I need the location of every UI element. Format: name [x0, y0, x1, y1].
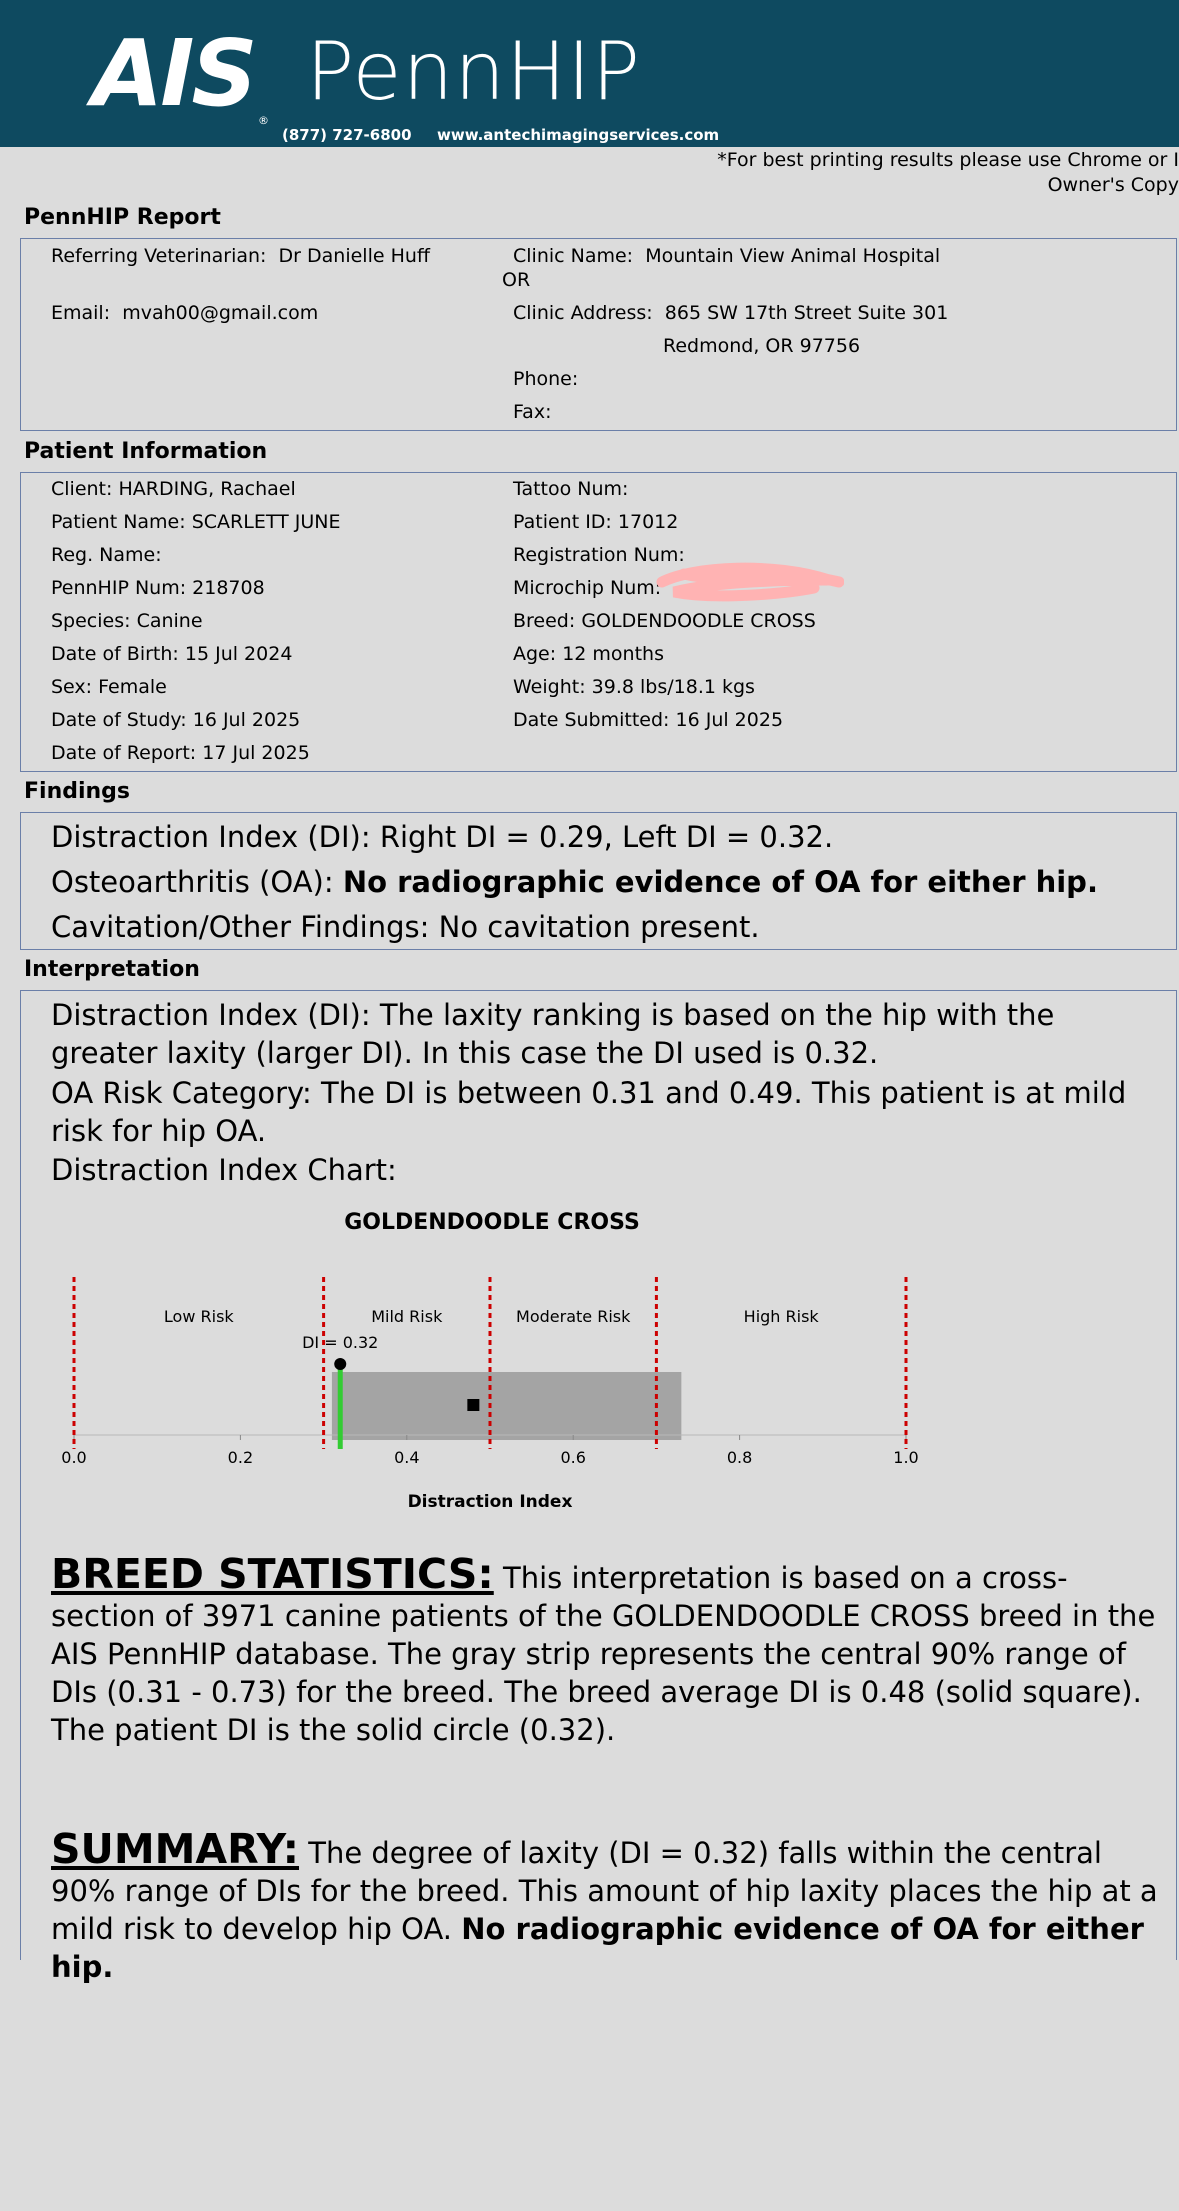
x-tick-label-4: 0.8 [726, 1448, 753, 1467]
patient-name-label: Patient Name: [51, 511, 186, 533]
client-field [51, 478, 296, 500]
breed-label: Breed: [513, 610, 576, 632]
chart-x-axis-label: Distraction Index [407, 1492, 573, 1512]
patient-section-title: Patient Information [24, 439, 268, 464]
submitted-date-label: Date Submitted: [513, 709, 670, 731]
chart-caption: Distraction Index Chart: [51, 1153, 397, 1187]
patient-box [20, 472, 1177, 772]
client-label: Client: [51, 478, 113, 500]
summary-text: The degree of laxity (DI = 0.32) falls within the central 90% range of DIs for the breed. This amount of hip laxity places the hip at a mild risk to develop hip OA. [51, 1836, 1158, 1946]
clinic-name-value: Mountain View Animal Hospital [645, 245, 941, 267]
sex-label: Sex: [51, 676, 93, 698]
breed-average-marker [467, 1399, 479, 1411]
x-tick-label-3: 0.6 [560, 1448, 586, 1467]
patient-name-value: SCARLETT JUNE [191, 511, 341, 533]
breed-statistics-paragraph [51, 1550, 1161, 1749]
owner-copy-label: Owner's Copy [1047, 174, 1179, 196]
risk-zone-label-1: Mild Risk [371, 1307, 443, 1326]
report-box [20, 238, 1177, 431]
submitted-date-field [513, 709, 783, 731]
species-field [51, 610, 203, 632]
pennhip-num-field [51, 577, 265, 599]
age-label: Age: [513, 643, 557, 665]
patient-id-label: Patient ID: [513, 511, 612, 533]
email-value: mvah00@gmail.com [122, 302, 319, 324]
ais-logo: AIS [92, 20, 255, 127]
phone-label: Phone: [513, 368, 579, 390]
study-date-label: Date of Study: [51, 709, 187, 731]
findings-oa-label: Osteoarthritis (OA): [51, 865, 343, 899]
dob-label: Date of Birth: [51, 643, 179, 665]
breed-statistics-text: This interpretation is based on a cross-section of 3971 canine patients of the GOLDENDOODLE CROSS breed in the AIS PennHIP database. The gray strip represents the central 90% range of DIs (0.31 - 0.73) for the breed. The breed average DI is 0.48 (solid square). The patient DI is the solid circle (0.32). [51, 1561, 1156, 1747]
pennhip-logo: PennHIP [306, 25, 642, 118]
clinic-address-line1: 865 SW 17th Street Suite 301 [664, 302, 949, 324]
redaction-scribble [654, 560, 844, 610]
print-note: *For best printing results please use Chrome or I [717, 149, 1179, 171]
tattoo-field: Tattoo Num: [513, 478, 629, 500]
distraction-index-chart [40, 1195, 980, 1525]
email-field [51, 302, 318, 324]
dob-value: 15 Jul 2024 [184, 643, 293, 665]
header-banner [0, 0, 1179, 147]
interpretation-di-text: Distraction Index (DI): The laxity ranking is based on the hip with the greater laxity (larger DI). In this case the DI used is 0.32. [51, 998, 1055, 1070]
summary-heading: SUMMARY: [51, 1825, 300, 1873]
age-value: 12 months [562, 643, 664, 665]
sex-field [51, 676, 167, 698]
breed-field [513, 610, 816, 632]
report-date-label: Date of Report: [51, 742, 197, 764]
risk-zone-label-2: Moderate Risk [516, 1307, 631, 1326]
patient-di-marker [334, 1358, 346, 1370]
report-section-title: PennHIP Report [24, 205, 221, 230]
sex-value: Female [98, 676, 167, 698]
findings-di-line: Distraction Index (DI): Right DI = 0.29, Left DI = 0.32. [51, 820, 834, 854]
clinic-name-field [513, 245, 940, 267]
registered-mark: ® [258, 114, 269, 127]
x-tick-label-1: 0.2 [227, 1448, 254, 1467]
x-tick-label-0: 0.0 [61, 1448, 87, 1467]
fax-label: Fax: [513, 401, 552, 423]
clinic-address-field [513, 302, 948, 324]
breed-range-strip [332, 1372, 681, 1440]
risk-zone-label-0: Low Risk [163, 1307, 234, 1326]
age-field [513, 643, 664, 665]
ref-vet-value: Dr Danielle Huff [278, 245, 431, 267]
risk-zone-label-3: High Risk [743, 1307, 819, 1326]
x-tick-label-2: 0.4 [394, 1448, 420, 1467]
findings-section-title: Findings [24, 779, 131, 804]
summary-paragraph [51, 1825, 1161, 1986]
breed-value: GOLDENDOODLE CROSS [581, 610, 816, 632]
weight-field [513, 676, 755, 698]
findings-oa-line [51, 865, 1098, 899]
breed-statistics-heading: BREED STATISTICS: [51, 1550, 494, 1598]
patient-name-field [51, 511, 340, 533]
findings-oa-value: No radiographic evidence of OA for either hip. [342, 865, 1098, 899]
interpretation-oa-risk-text: OA Risk Category: The DI is between 0.31 and 0.49. This patient is at mild risk for hip OA. [51, 1076, 1127, 1148]
registration-field: Registration Num: [513, 544, 685, 566]
chart-title: GOLDENDOODLE CROSS [344, 1210, 640, 1235]
ref-vet-field [51, 245, 430, 267]
weight-value: 39.8 lbs/18.1 kgs [591, 676, 755, 698]
pennhip-num-label: PennHIP Num: [51, 577, 187, 599]
submitted-date-value: 16 Jul 2025 [675, 709, 784, 731]
dob-field [51, 643, 292, 665]
email-label: Email: [51, 302, 111, 324]
client-value: HARDING, Rachael [118, 478, 296, 500]
weight-label: Weight: [513, 676, 586, 698]
summary-bold-text: No radiographic evidence of OA for either hip. [51, 1912, 1144, 1984]
pennhip-num-value: 218708 [192, 577, 265, 599]
x-tick-label-5: 1.0 [893, 1448, 919, 1467]
patient-id-field [513, 511, 678, 533]
header-phone: (877) 727-6800 [282, 126, 412, 144]
reg-name-field: Reg. Name: [51, 544, 162, 566]
study-date-field [51, 709, 300, 731]
study-date-value: 16 Jul 2025 [192, 709, 301, 731]
findings-cavitation-line: Cavitation/Other Findings: No cavitation present. [51, 910, 760, 944]
ref-vet-label: Referring Veterinarian: [51, 245, 267, 267]
report-date-field [51, 742, 310, 764]
clinic-address-label: Clinic Address: [513, 302, 653, 324]
clinic-name-label: Clinic Name: [513, 245, 634, 267]
header-website[interactable]: www.antechimagingservices.com [437, 126, 720, 144]
patient-di-label: DI = 0.32 [302, 1333, 379, 1352]
species-value: Canine [136, 610, 203, 632]
patient-id-value: 17012 [617, 511, 679, 533]
interpretation-section-title: Interpretation [24, 957, 200, 982]
microchip-field: Microchip Num: [513, 577, 662, 599]
clinic-address-line2: Redmond, OR 97756 [663, 335, 861, 357]
species-label: Species: [51, 610, 131, 632]
clinic-state: OR [502, 269, 531, 291]
report-date-value: 17 Jul 2025 [202, 742, 310, 764]
